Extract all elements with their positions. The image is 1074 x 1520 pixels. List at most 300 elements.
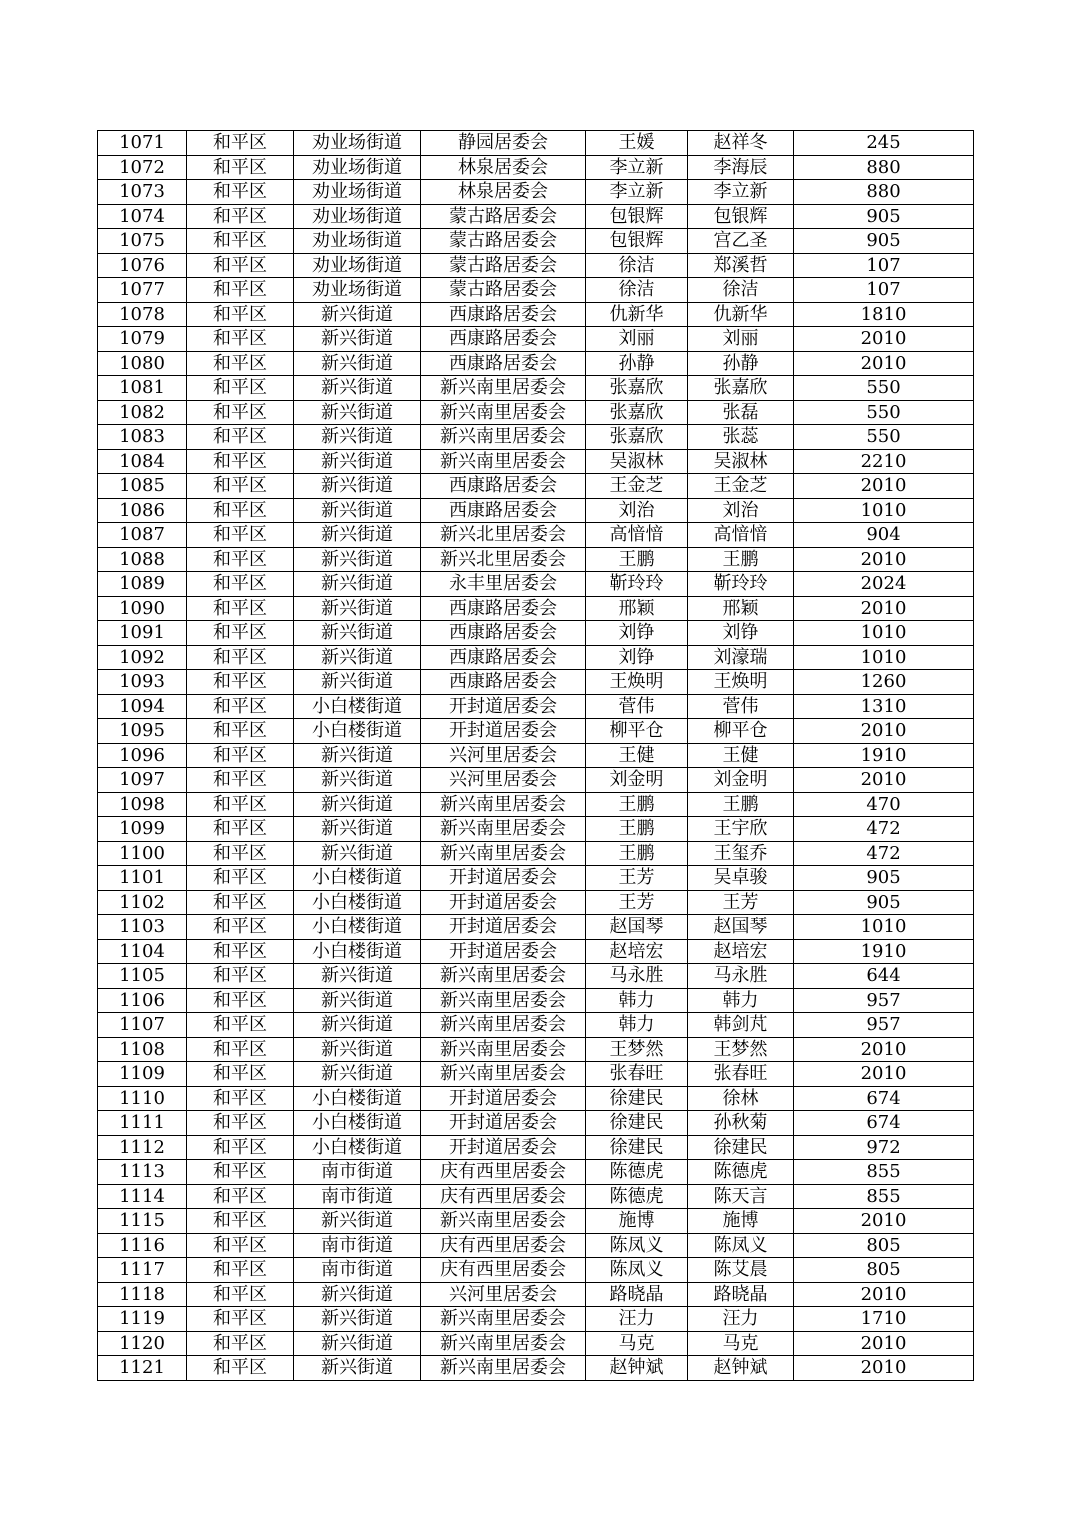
committee-cell: 新兴南里居委会 <box>421 817 586 842</box>
table-row <box>98 302 974 327</box>
member-name-cell: 吴淑林 <box>688 449 794 474</box>
street-cell: 新兴街道 <box>294 817 421 842</box>
district-cell: 和平区 <box>187 694 294 719</box>
street-cell: 小白楼街道 <box>294 1111 421 1136</box>
committee-cell: 西康路居委会 <box>421 621 586 646</box>
committee-cell: 兴河里居委会 <box>421 743 586 768</box>
district-cell: 和平区 <box>187 817 294 842</box>
serial-number-cell: 1101 <box>98 866 187 891</box>
head-name-cell: 路晓晶 <box>586 1282 688 1307</box>
amount-cell: 245 <box>794 131 974 156</box>
district-cell: 和平区 <box>187 376 294 401</box>
district-cell: 和平区 <box>187 743 294 768</box>
street-cell: 劝业场街道 <box>294 155 421 180</box>
head-name-cell: 王梦然 <box>586 1037 688 1062</box>
district-cell: 和平区 <box>187 1062 294 1087</box>
district-cell: 和平区 <box>187 523 294 548</box>
serial-number-cell: 1075 <box>98 229 187 254</box>
district-cell: 和平区 <box>187 547 294 572</box>
serial-number-cell: 1088 <box>98 547 187 572</box>
committee-cell: 西康路居委会 <box>421 670 586 695</box>
member-name-cell: 王健 <box>688 743 794 768</box>
committee-cell: 蒙古路居委会 <box>421 204 586 229</box>
amount-cell: 2010 <box>794 1037 974 1062</box>
committee-cell: 新兴南里居委会 <box>421 1331 586 1356</box>
district-cell: 和平区 <box>187 988 294 1013</box>
table-row <box>98 1307 974 1332</box>
member-name-cell: 柳平仓 <box>688 719 794 744</box>
table-row <box>98 1282 974 1307</box>
district-cell: 和平区 <box>187 474 294 499</box>
table-row <box>98 474 974 499</box>
member-name-cell: 仇新华 <box>688 302 794 327</box>
serial-number-cell: 1084 <box>98 449 187 474</box>
serial-number-cell: 1115 <box>98 1209 187 1234</box>
district-cell: 和平区 <box>187 596 294 621</box>
head-name-cell: 刘金明 <box>586 768 688 793</box>
street-cell: 小白楼街道 <box>294 915 421 940</box>
head-name-cell: 王焕明 <box>586 670 688 695</box>
amount-cell: 472 <box>794 841 974 866</box>
committee-cell: 开封道居委会 <box>421 1135 586 1160</box>
district-cell: 和平区 <box>187 1086 294 1111</box>
serial-number-cell: 1120 <box>98 1331 187 1356</box>
table-row <box>98 155 974 180</box>
committee-cell: 新兴南里居委会 <box>421 1037 586 1062</box>
table-row <box>98 327 974 352</box>
member-name-cell: 王宇欣 <box>688 817 794 842</box>
serial-number-cell: 1116 <box>98 1233 187 1258</box>
serial-number-cell: 1100 <box>98 841 187 866</box>
amount-cell: 805 <box>794 1258 974 1283</box>
head-name-cell: 王鹏 <box>586 547 688 572</box>
amount-cell: 1010 <box>794 645 974 670</box>
district-cell: 和平区 <box>187 425 294 450</box>
committee-cell: 蒙古路居委会 <box>421 229 586 254</box>
head-name-cell: 王媛 <box>586 131 688 156</box>
head-name-cell: 徐建民 <box>586 1135 688 1160</box>
district-cell: 和平区 <box>187 841 294 866</box>
member-name-cell: 孙秋菊 <box>688 1111 794 1136</box>
member-name-cell: 李海辰 <box>688 155 794 180</box>
member-name-cell: 陈德虎 <box>688 1160 794 1185</box>
amount-cell: 2010 <box>794 1356 974 1381</box>
member-name-cell: 王金芝 <box>688 474 794 499</box>
serial-number-cell: 1099 <box>98 817 187 842</box>
table-row <box>98 425 974 450</box>
amount-cell: 905 <box>794 204 974 229</box>
amount-cell: 674 <box>794 1086 974 1111</box>
committee-cell: 庆有西里居委会 <box>421 1184 586 1209</box>
amount-cell: 2010 <box>794 1209 974 1234</box>
serial-number-cell: 1113 <box>98 1160 187 1185</box>
head-name-cell: 张春旺 <box>586 1062 688 1087</box>
head-name-cell: 王芳 <box>586 890 688 915</box>
amount-cell: 905 <box>794 229 974 254</box>
head-name-cell: 王鹏 <box>586 841 688 866</box>
committee-cell: 西康路居委会 <box>421 596 586 621</box>
head-name-cell: 李立新 <box>586 155 688 180</box>
amount-cell: 2010 <box>794 327 974 352</box>
district-cell: 和平区 <box>187 1258 294 1283</box>
serial-number-cell: 1089 <box>98 572 187 597</box>
member-name-cell: 王芳 <box>688 890 794 915</box>
member-name-cell: 王鹏 <box>688 792 794 817</box>
table-row <box>98 1086 974 1111</box>
head-name-cell: 赵钟斌 <box>586 1356 688 1381</box>
committee-cell: 新兴南里居委会 <box>421 1209 586 1234</box>
table-row <box>98 939 974 964</box>
district-cell: 和平区 <box>187 1331 294 1356</box>
amount-cell: 2010 <box>794 351 974 376</box>
district-cell: 和平区 <box>187 155 294 180</box>
district-cell: 和平区 <box>187 278 294 303</box>
head-name-cell: 刘铮 <box>586 621 688 646</box>
committee-cell: 新兴南里居委会 <box>421 376 586 401</box>
head-name-cell: 王鹏 <box>586 817 688 842</box>
member-name-cell: 郑溪哲 <box>688 253 794 278</box>
head-name-cell: 刘治 <box>586 498 688 523</box>
serial-number-cell: 1072 <box>98 155 187 180</box>
committee-cell: 新兴南里居委会 <box>421 964 586 989</box>
serial-number-cell: 1111 <box>98 1111 187 1136</box>
head-name-cell: 赵国琴 <box>586 915 688 940</box>
district-cell: 和平区 <box>187 1160 294 1185</box>
committee-cell: 西康路居委会 <box>421 498 586 523</box>
street-cell: 新兴街道 <box>294 792 421 817</box>
committee-cell: 庆有西里居委会 <box>421 1258 586 1283</box>
table-row <box>98 792 974 817</box>
committee-cell: 蒙古路居委会 <box>421 253 586 278</box>
serial-number-cell: 1109 <box>98 1062 187 1087</box>
committee-cell: 新兴北里居委会 <box>421 523 586 548</box>
committee-cell: 庆有西里居委会 <box>421 1233 586 1258</box>
records-table <box>97 130 974 1381</box>
committee-cell: 开封道居委会 <box>421 1086 586 1111</box>
amount-cell: 2010 <box>794 768 974 793</box>
district-cell: 和平区 <box>187 253 294 278</box>
member-name-cell: 张磊 <box>688 400 794 425</box>
serial-number-cell: 1102 <box>98 890 187 915</box>
district-cell: 和平区 <box>187 964 294 989</box>
amount-cell: 2010 <box>794 1282 974 1307</box>
member-name-cell: 张嘉欣 <box>688 376 794 401</box>
district-cell: 和平区 <box>187 204 294 229</box>
serial-number-cell: 1118 <box>98 1282 187 1307</box>
amount-cell: 107 <box>794 278 974 303</box>
committee-cell: 新兴南里居委会 <box>421 1013 586 1038</box>
amount-cell: 2024 <box>794 572 974 597</box>
street-cell: 小白楼街道 <box>294 866 421 891</box>
table-row <box>98 817 974 842</box>
street-cell: 新兴街道 <box>294 547 421 572</box>
serial-number-cell: 1083 <box>98 425 187 450</box>
street-cell: 南市街道 <box>294 1184 421 1209</box>
head-name-cell: 徐建民 <box>586 1086 688 1111</box>
amount-cell: 905 <box>794 890 974 915</box>
district-cell: 和平区 <box>187 1111 294 1136</box>
amount-cell: 2010 <box>794 1062 974 1087</box>
head-name-cell: 施博 <box>586 1209 688 1234</box>
street-cell: 新兴街道 <box>294 743 421 768</box>
committee-cell: 西康路居委会 <box>421 302 586 327</box>
serial-number-cell: 1077 <box>98 278 187 303</box>
district-cell: 和平区 <box>187 719 294 744</box>
table-row <box>98 229 974 254</box>
district-cell: 和平区 <box>187 131 294 156</box>
member-name-cell: 施博 <box>688 1209 794 1234</box>
head-name-cell: 菅伟 <box>586 694 688 719</box>
district-cell: 和平区 <box>187 498 294 523</box>
amount-cell: 1010 <box>794 621 974 646</box>
head-name-cell: 韩力 <box>586 988 688 1013</box>
committee-cell: 开封道居委会 <box>421 694 586 719</box>
member-name-cell: 王鹏 <box>688 547 794 572</box>
amount-cell: 957 <box>794 1013 974 1038</box>
head-name-cell: 柳平仓 <box>586 719 688 744</box>
district-cell: 和平区 <box>187 1135 294 1160</box>
street-cell: 新兴街道 <box>294 1013 421 1038</box>
amount-cell: 1710 <box>794 1307 974 1332</box>
table-row <box>98 351 974 376</box>
street-cell: 新兴街道 <box>294 376 421 401</box>
head-name-cell: 王健 <box>586 743 688 768</box>
district-cell: 和平区 <box>187 302 294 327</box>
serial-number-cell: 1121 <box>98 1356 187 1381</box>
head-name-cell: 韩力 <box>586 1013 688 1038</box>
committee-cell: 开封道居委会 <box>421 890 586 915</box>
member-name-cell: 张蕊 <box>688 425 794 450</box>
member-name-cell: 高愔愔 <box>688 523 794 548</box>
member-name-cell: 邢颖 <box>688 596 794 621</box>
table-row <box>98 1111 974 1136</box>
serial-number-cell: 1071 <box>98 131 187 156</box>
member-name-cell: 韩剑芃 <box>688 1013 794 1038</box>
head-name-cell: 孙静 <box>586 351 688 376</box>
committee-cell: 西康路居委会 <box>421 474 586 499</box>
district-cell: 和平区 <box>187 866 294 891</box>
table-row <box>98 278 974 303</box>
street-cell: 新兴街道 <box>294 964 421 989</box>
member-name-cell: 孙静 <box>688 351 794 376</box>
member-name-cell: 靳玲玲 <box>688 572 794 597</box>
serial-number-cell: 1081 <box>98 376 187 401</box>
street-cell: 新兴街道 <box>294 523 421 548</box>
serial-number-cell: 1119 <box>98 1307 187 1332</box>
amount-cell: 880 <box>794 155 974 180</box>
street-cell: 南市街道 <box>294 1258 421 1283</box>
serial-number-cell: 1090 <box>98 596 187 621</box>
amount-cell: 107 <box>794 253 974 278</box>
head-name-cell: 张嘉欣 <box>586 425 688 450</box>
serial-number-cell: 1105 <box>98 964 187 989</box>
table-row <box>98 1160 974 1185</box>
table-row <box>98 1135 974 1160</box>
district-cell: 和平区 <box>187 1233 294 1258</box>
street-cell: 新兴街道 <box>294 1307 421 1332</box>
street-cell: 劝业场街道 <box>294 180 421 205</box>
district-cell: 和平区 <box>187 1282 294 1307</box>
serial-number-cell: 1097 <box>98 768 187 793</box>
head-name-cell: 张嘉欣 <box>586 400 688 425</box>
serial-number-cell: 1076 <box>98 253 187 278</box>
district-cell: 和平区 <box>187 1307 294 1332</box>
amount-cell: 855 <box>794 1184 974 1209</box>
amount-cell: 2010 <box>794 1331 974 1356</box>
amount-cell: 644 <box>794 964 974 989</box>
serial-number-cell: 1093 <box>98 670 187 695</box>
table-row <box>98 376 974 401</box>
amount-cell: 1010 <box>794 915 974 940</box>
committee-cell: 新兴南里居委会 <box>421 449 586 474</box>
serial-number-cell: 1078 <box>98 302 187 327</box>
district-cell: 和平区 <box>187 915 294 940</box>
member-name-cell: 赵培宏 <box>688 939 794 964</box>
district-cell: 和平区 <box>187 1356 294 1381</box>
street-cell: 南市街道 <box>294 1160 421 1185</box>
member-name-cell: 张春旺 <box>688 1062 794 1087</box>
serial-number-cell: 1074 <box>98 204 187 229</box>
district-cell: 和平区 <box>187 1184 294 1209</box>
head-name-cell: 吴淑林 <box>586 449 688 474</box>
table-row <box>98 253 974 278</box>
table-row <box>98 204 974 229</box>
serial-number-cell: 1073 <box>98 180 187 205</box>
street-cell: 新兴街道 <box>294 498 421 523</box>
amount-cell: 1910 <box>794 939 974 964</box>
serial-number-cell: 1114 <box>98 1184 187 1209</box>
table-row <box>98 670 974 695</box>
amount-cell: 972 <box>794 1135 974 1160</box>
member-name-cell: 李立新 <box>688 180 794 205</box>
table-row <box>98 964 974 989</box>
committee-cell: 新兴南里居委会 <box>421 841 586 866</box>
member-name-cell: 赵钟斌 <box>688 1356 794 1381</box>
head-name-cell: 包银辉 <box>586 229 688 254</box>
member-name-cell: 徐林 <box>688 1086 794 1111</box>
amount-cell: 472 <box>794 817 974 842</box>
table-row <box>98 131 974 156</box>
table-row <box>98 1013 974 1038</box>
member-name-cell: 刘铮 <box>688 621 794 646</box>
committee-cell: 西康路居委会 <box>421 351 586 376</box>
district-cell: 和平区 <box>187 670 294 695</box>
serial-number-cell: 1103 <box>98 915 187 940</box>
head-name-cell: 马克 <box>586 1331 688 1356</box>
table-row <box>98 645 974 670</box>
member-name-cell: 赵祥冬 <box>688 131 794 156</box>
committee-cell: 林泉居委会 <box>421 155 586 180</box>
head-name-cell: 仇新华 <box>586 302 688 327</box>
head-name-cell: 包银辉 <box>586 204 688 229</box>
head-name-cell: 靳玲玲 <box>586 572 688 597</box>
committee-cell: 开封道居委会 <box>421 939 586 964</box>
street-cell: 劝业场街道 <box>294 253 421 278</box>
table-row <box>98 547 974 572</box>
street-cell: 劝业场街道 <box>294 131 421 156</box>
committee-cell: 新兴南里居委会 <box>421 1356 586 1381</box>
street-cell: 新兴街道 <box>294 474 421 499</box>
head-name-cell: 马永胜 <box>586 964 688 989</box>
amount-cell: 805 <box>794 1233 974 1258</box>
street-cell: 新兴街道 <box>294 1037 421 1062</box>
table-row <box>98 523 974 548</box>
district-cell: 和平区 <box>187 939 294 964</box>
table-row <box>98 841 974 866</box>
committee-cell: 开封道居委会 <box>421 915 586 940</box>
amount-cell: 550 <box>794 400 974 425</box>
table-row <box>98 988 974 1013</box>
district-cell: 和平区 <box>187 645 294 670</box>
member-name-cell: 王梦然 <box>688 1037 794 1062</box>
serial-number-cell: 1098 <box>98 792 187 817</box>
committee-cell: 兴河里居委会 <box>421 768 586 793</box>
head-name-cell: 徐洁 <box>586 253 688 278</box>
district-cell: 和平区 <box>187 449 294 474</box>
serial-number-cell: 1110 <box>98 1086 187 1111</box>
amount-cell: 1810 <box>794 302 974 327</box>
amount-cell: 2010 <box>794 474 974 499</box>
committee-cell: 林泉居委会 <box>421 180 586 205</box>
member-name-cell: 陈凤义 <box>688 1233 794 1258</box>
member-name-cell: 陈天言 <box>688 1184 794 1209</box>
table-row <box>98 1356 974 1381</box>
serial-number-cell: 1117 <box>98 1258 187 1283</box>
head-name-cell: 李立新 <box>586 180 688 205</box>
member-name-cell: 赵国琴 <box>688 915 794 940</box>
table-row <box>98 768 974 793</box>
head-name-cell: 陈凤义 <box>586 1233 688 1258</box>
amount-cell: 550 <box>794 376 974 401</box>
amount-cell: 957 <box>794 988 974 1013</box>
serial-number-cell: 1085 <box>98 474 187 499</box>
street-cell: 新兴街道 <box>294 670 421 695</box>
street-cell: 新兴街道 <box>294 988 421 1013</box>
district-cell: 和平区 <box>187 621 294 646</box>
street-cell: 新兴街道 <box>294 596 421 621</box>
member-name-cell: 马克 <box>688 1331 794 1356</box>
amount-cell: 674 <box>794 1111 974 1136</box>
district-cell: 和平区 <box>187 1209 294 1234</box>
committee-cell: 兴河里居委会 <box>421 1282 586 1307</box>
table-row <box>98 621 974 646</box>
street-cell: 新兴街道 <box>294 302 421 327</box>
street-cell: 小白楼街道 <box>294 719 421 744</box>
table-row <box>98 1258 974 1283</box>
district-cell: 和平区 <box>187 1013 294 1038</box>
street-cell: 劝业场街道 <box>294 204 421 229</box>
head-name-cell: 刘铮 <box>586 645 688 670</box>
committee-cell: 新兴南里居委会 <box>421 988 586 1013</box>
table-row <box>98 1233 974 1258</box>
member-name-cell: 刘治 <box>688 498 794 523</box>
committee-cell: 新兴南里居委会 <box>421 1307 586 1332</box>
serial-number-cell: 1082 <box>98 400 187 425</box>
table-row <box>98 915 974 940</box>
street-cell: 小白楼街道 <box>294 939 421 964</box>
member-name-cell: 刘丽 <box>688 327 794 352</box>
street-cell: 新兴街道 <box>294 645 421 670</box>
amount-cell: 880 <box>794 180 974 205</box>
street-cell: 新兴街道 <box>294 841 421 866</box>
member-name-cell: 韩力 <box>688 988 794 1013</box>
street-cell: 小白楼街道 <box>294 694 421 719</box>
committee-cell: 西康路居委会 <box>421 327 586 352</box>
table-row <box>98 1037 974 1062</box>
table-row <box>98 1062 974 1087</box>
member-name-cell: 马永胜 <box>688 964 794 989</box>
district-cell: 和平区 <box>187 768 294 793</box>
